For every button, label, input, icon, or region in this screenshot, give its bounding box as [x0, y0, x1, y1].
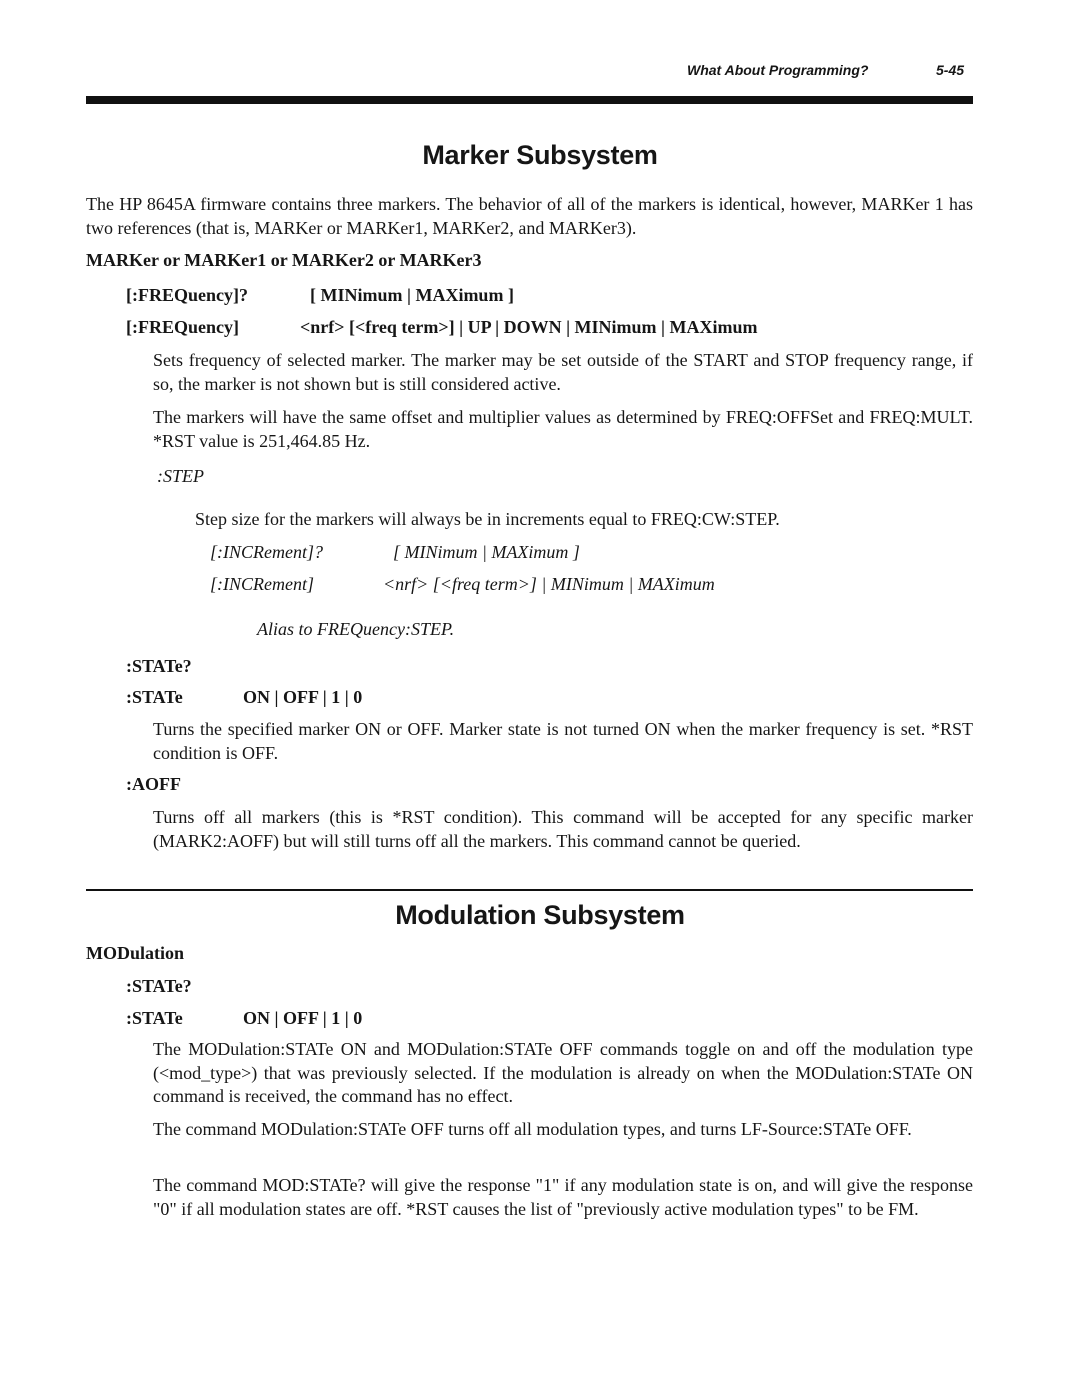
marker-subsystem-title: Marker Subsystem: [422, 140, 658, 170]
header-rule: [86, 96, 973, 104]
marker-step-description: Step size for the markers will always be in increments equal to FREQ:CW:STEP.: [195, 509, 780, 529]
marker-intro-paragraph: The HP 8645A firmware contains three markers. The behavior of all of the markers is identical, however, MARKer 1 has two references (that is, MARKer or MARKer1, MARKer2, and MARKer3).: [86, 194, 973, 238]
modulation-state-set-cmd: :STATe: [126, 1008, 183, 1028]
marker-state-set-cmd: :STATe: [126, 687, 183, 707]
marker-freq-set-params: <nrf> [<freq term>] | UP | DOWN | MINimum | MAXimum: [300, 317, 758, 337]
marker-freq-set-cmd: [:FREQuency]: [126, 317, 239, 337]
modulation-state-query: :STATe?: [126, 976, 192, 996]
marker-increment-query-cmd: [:INCRement]?: [210, 542, 323, 562]
marker-state-set-params: ON | OFF | 1 | 0: [243, 687, 363, 707]
modulation-off-description: The command MODulation:STATe OFF turns off all modulation types, and turns LF-Source:STATe OFF.: [153, 1119, 912, 1139]
marker-step-cmd: :STEP: [157, 466, 204, 486]
marker-state-description: Turns the specified marker ON or OFF. Marker state is not turned ON when the marker frequency is set. *RST condition is OFF.: [153, 719, 973, 763]
modulation-subsystem-title: Modulation Subsystem: [395, 900, 685, 930]
modulation-state-description: The MODulation:STATe ON and MODulation:STATe OFF commands toggle on and off the modulation type (<mod_type>) that was previously selected. If the modulation is already on when the MODulation:STATe ON command is received, the command has no effect.: [153, 1039, 973, 1106]
header-section-title: What About Programming?: [687, 62, 869, 78]
modulation-root-command: MODulation: [86, 943, 185, 963]
modulation-state-set-params: ON | OFF | 1 | 0: [243, 1008, 363, 1028]
marker-aoff-cmd: :AOFF: [126, 774, 181, 794]
marker-freq-description: Sets frequency of selected marker. The marker may be set outside of the START and STOP frequency range, if so, the marker is not shown but is still considered active.: [153, 350, 973, 394]
section-divider: [86, 889, 973, 891]
header-page-number: 5-45: [936, 62, 965, 78]
modulation-query-description: The command MOD:STATe? will give the response "1" if any modulation state is on, and will give the response "0" if all modulation states are off. *RST causes the list of "previously active modulation types" to be FM.: [153, 1175, 973, 1219]
marker-step-alias: Alias to FREQuency:STEP.: [257, 619, 455, 639]
marker-root-command: MARKer or MARKer1 or MARKer2 or MARKer3: [86, 250, 482, 270]
marker-increment-set-params: <nrf> [<freq term>] | MINimum | MAXimum: [383, 574, 715, 594]
marker-freq-query-cmd: [:FREQuency]?: [126, 285, 248, 305]
marker-state-query: :STATe?: [126, 656, 192, 676]
marker-increment-query-params: [ MINimum | MAXimum ]: [393, 542, 580, 562]
marker-aoff-description: Turns off all markers (this is *RST condition). This command will be accepted for any specific marker (MARK2:AOFF) but will still turns off all the markers. This command cannot be queried.: [153, 807, 973, 851]
marker-freq-offset-description: The markers will have the same offset and multiplier values as determined by FREQ:OFFSet and FREQ:MULT. *RST value is 251,464.85 Hz.: [153, 407, 973, 451]
marker-increment-set-cmd: [:INCRement]: [210, 574, 314, 594]
marker-freq-query-params: [ MINimum | MAXimum ]: [310, 285, 514, 305]
